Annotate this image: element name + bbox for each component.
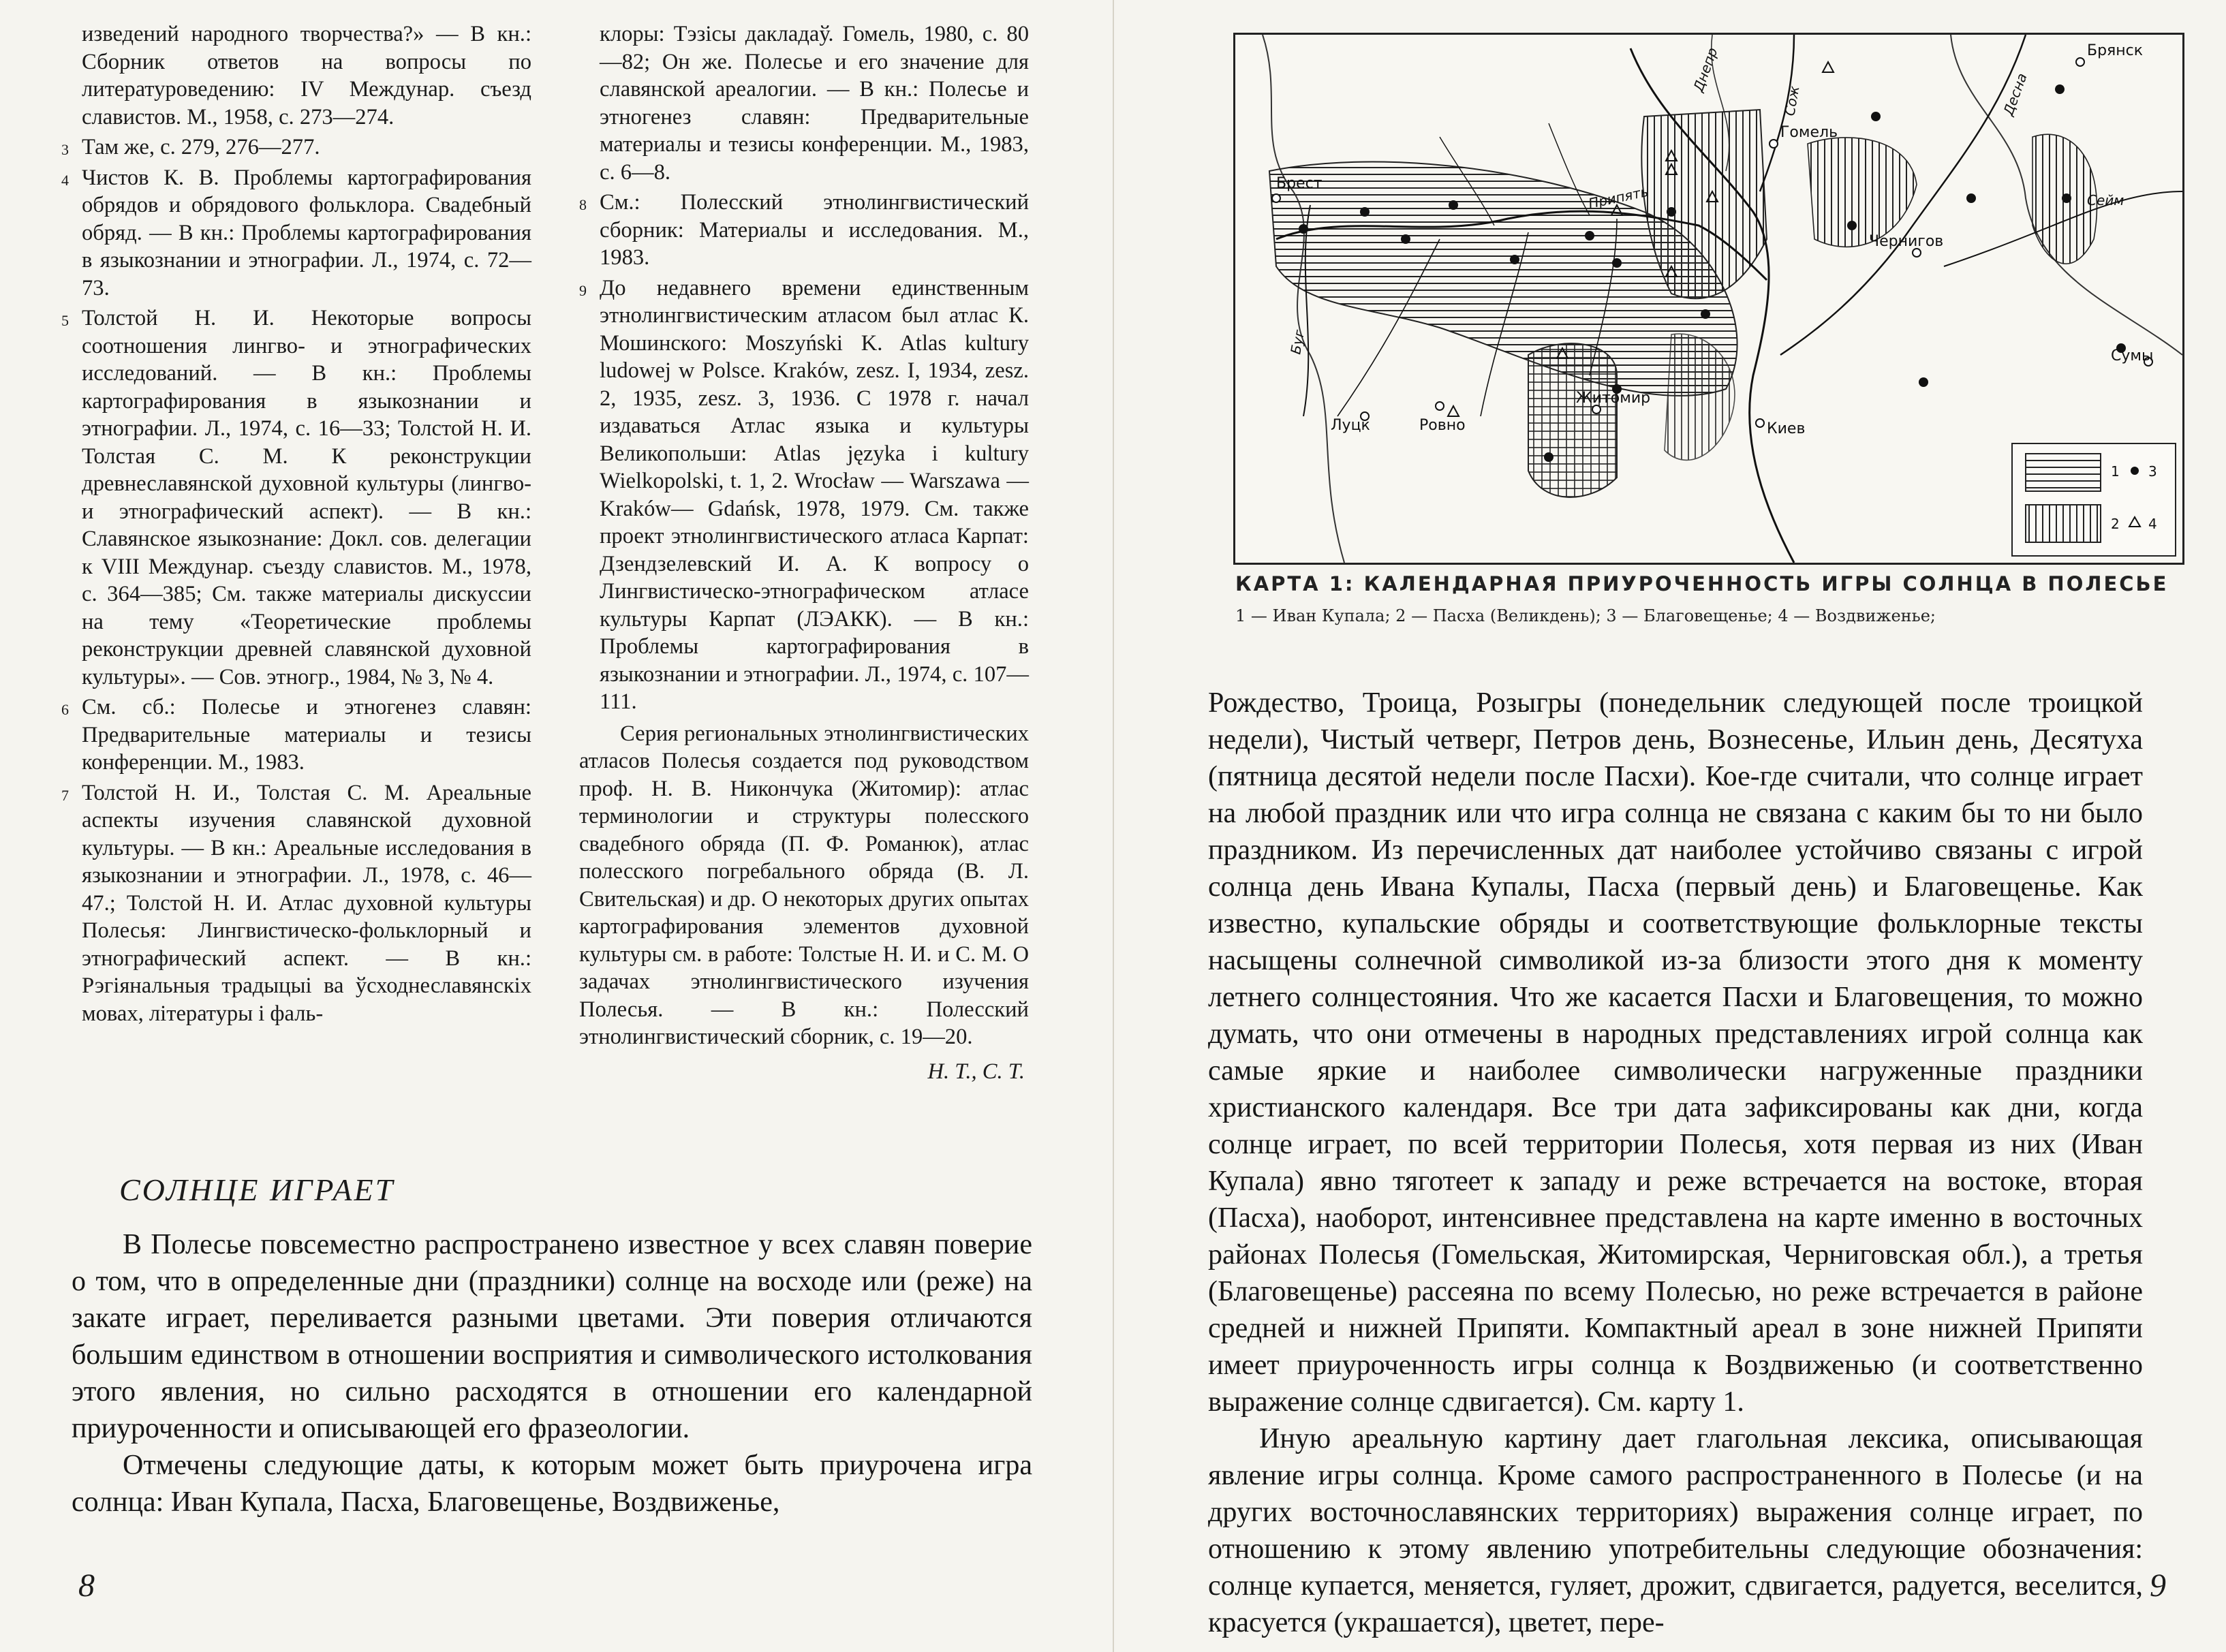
footnote-text: Там же, с. 279, 276—277. bbox=[82, 135, 320, 159]
right-page bbox=[1114, 0, 2226, 1652]
legend-swatch-vertical bbox=[2026, 505, 2101, 542]
footnote-number: 3 bbox=[61, 141, 69, 158]
footnote-text: До недавнего времени единственным этнолингвистическим атласом был атлас К. Мошинского: Moszyński K. Atlas kultury ludowej w Polsce. Kraków, zesz. I, 1934, zesz. 2, 1935, zesz. 3, 1936. С 1978 г. начал издаваться Атлас языка и культуры Великопольши: Atlas języka i kultury Wielkopolski, t. 1, 2. Wrocław — Warszawa — Kraków— Gdańsk, 1978, 1979. См. также проект этнолингвистического атласа Карпат: Дзендзелевский И. А. К вопросу о Лингвистическо-этнографическом атласе культуры Карпат (ЛЭАКК). — В кн.: Проблемы картографирования в языкознании и этнографии. Л., 1974, с. 107—111. bbox=[600, 275, 1029, 714]
footnotes-column-2 bbox=[579, 20, 1029, 1085]
legend-number-2: 2 bbox=[2111, 516, 2120, 532]
footnote-9-continuation: Серия региональных этнолингвистических атласов Полесья создается под руководством проф. Н. В. Никончука (Житомир): атлас терминологии и структуры полесского свадебного обряда (П. Ф. Романюк), атлас полесского погребального обряда (В. Л. Свительская) и др. О некоторых других опытах картографирования элементов духовной культуры см. в работе: Толстые Н. И. и С. М. О задачах этнолингвистического изучения Полесья. — В кн.: Полесский этнолингвистический сборник, с. 19—20. bbox=[579, 721, 1029, 1049]
footnote-text: Толстой Н. И., Толстая С. М. Ареальные аспекты изучения славянской духовной культуры. — В кн.: Ареальные исследования в языкознании и этнографии. Л., 1978, с. 46—47.; Толстой Н. И. Атлас духовной культуры Полесья: Лингвистическо-фольклорный и этнографический аспект. — В кн.: Рэгіянальныя традыцыі ва ўсходнеславянскіх мовах, літературы і фаль- bbox=[82, 780, 531, 1026]
map-legend bbox=[2012, 443, 2176, 556]
map-point-kupala bbox=[2055, 84, 2065, 94]
footnote bbox=[61, 693, 531, 777]
city-marker-gomel bbox=[1769, 140, 1778, 148]
footnote-number: 7 bbox=[61, 786, 69, 804]
river-label-desna: Десна bbox=[2000, 71, 2030, 118]
footnote-text: См.: Полесский этнолингвистический сборник: Материалы и исследования. М., 1983. bbox=[600, 190, 1029, 270]
map-point-kupala bbox=[1847, 221, 1857, 230]
legend-number-4: 4 bbox=[2148, 516, 2157, 532]
map-point-kupala bbox=[1701, 309, 1710, 319]
page-number-left: 8 bbox=[78, 1568, 95, 1604]
footnote-number: 5 bbox=[61, 312, 69, 329]
map-point-kupala bbox=[1871, 112, 1881, 121]
footnote-signature: Н. Т., С. Т. bbox=[927, 1059, 1025, 1084]
footnote-number: 9 bbox=[579, 281, 587, 299]
page-number-right: 9 bbox=[2150, 1568, 2166, 1604]
map-point-kupala bbox=[1612, 258, 1622, 268]
area-pascha-east bbox=[1808, 138, 1917, 247]
city-marker-rovno bbox=[1436, 402, 1444, 410]
section-title: СОЛНЦЕ ИГРАЕТ bbox=[119, 1172, 395, 1207]
right-paragraph-1: Рождество, Троица, Розыгры (понедельник следующей после троицкой недели), Чистый четверг, Петров день, Вознесенье, Ильин день, Десятуха (пятница десятой недели после Пасхи). Кое-где считали, что солнце играет на любой праздник или что игра солнца не связана с каким бы то ни было праздником. Из перечисленных дат наиболее устойчиво связаны с игрой солнца день Ивана Купалы, Пасха (первый день) и Благовещенье. Как известно, купальские обряды и соответствующие фольклорные тексты насыщены солнечной символикой из-за близости этого дня к моменту летнего солнцестояния. Что же касается Пасхи и Благовещения, то можно думать, что они отмечены в народных представлениях игрой солнца как самые яркие и наиболее символически нагруженные праздники христианского календаря. Все три дата зафиксированы как дни, когда солнце играет, по всей территории Полесья, хотя первая из них (Иван Купала) явно тяготеет к западу и реже встречается на востоке, вторая (Пасха), наоборот, интенсивнее представлена на карте именно в восточных районах Полесья (Гомельская, Житомирская, Черниговская обл.), а третья (Благовещенье) рассеяна по всему Полесью, но реже встречается в районе средней и нижней Припяти. Компактный ареал в зоне нижней Припяти имеет приуроченность игры солнца к Воздвиженью (и соответственно выражение солнце сдвигается). См. карту 1. bbox=[1208, 687, 2143, 1418]
footnote bbox=[61, 779, 531, 1028]
footnotes-column-2-items bbox=[579, 20, 1029, 716]
map-triangle bbox=[1823, 62, 1834, 72]
footnote-number: 6 bbox=[61, 701, 69, 718]
river-label-seym: Сейм bbox=[2087, 192, 2124, 208]
city-marker-kiev bbox=[1756, 419, 1764, 427]
city-label-sumy: Сумы bbox=[2111, 347, 2154, 364]
map-point-kupala bbox=[1510, 255, 1519, 264]
city-label-rovno: Ровно bbox=[1419, 417, 1466, 434]
city-label-kiev: Киев bbox=[1767, 420, 1806, 437]
city-label-lutsk: Луцк bbox=[1331, 417, 1370, 434]
map-point-kupala bbox=[1401, 234, 1410, 244]
footnote-text: Толстой Н. И. Некоторые вопросы соотношения лингво- и этнографических исследований. — В кн.: Проблемы картографирования в языкознании и этнографии. Л., 1974, с. 16—33; Толстой Н. И. Толстая С. М. К реконструкции древнеславянской духовной культуры (лингво- и этнографический аспект). — В кн.: Славянское языкознание: Докл. сов. делегации к VIII Междунар. съезду славистов. М., 1978, с. 364—385; См. также материалы дискуссии на тему «Теоретические проблемы реконструкции древней славянской духовной культуры». — Сов. этногр., 1984, № 3, № 4. bbox=[82, 306, 531, 689]
footnote bbox=[579, 20, 1029, 186]
river-label-bug: Буг bbox=[1287, 328, 1308, 356]
map-point-kupala bbox=[1299, 224, 1308, 234]
footnote bbox=[61, 164, 531, 302]
left-body-text bbox=[72, 1226, 1032, 1521]
left-paragraph-1: В Полесье повсеместно распространено известное у всех славян поверие о том, что в определенные дни (праздники) солнце на восходе или (реже) на закате играет, переливается разными цветами. Эти поверия отличаются большим единством в отношении восприятия и символического истолкования этого явления, но сильно расходятся в отношении его календарной приуроченности и описывающей его фразеологии. bbox=[72, 1229, 1032, 1444]
footnote bbox=[579, 189, 1029, 272]
footnote-text: клоры: Тэзісы дакладаў. Гомель, 1980, с. 80—82; Он же. Полесье и его значение для славянской ареалогии. — В кн.: Полесье и этногенез славян: Предварительные материалы и тезисы конференции. М., 1983, с. 6—8. bbox=[600, 22, 1029, 185]
map-point-kupala bbox=[1667, 207, 1676, 217]
map-point-kupala bbox=[1360, 207, 1370, 217]
footnote-text: См. сб.: Полесье и этногенез славян: Предварительные материалы и тезисы конференции. М., 1983. bbox=[82, 695, 531, 775]
right-paragraph-2: Иную ареальную картину дает глагольная лексика, описывающая явление игры солнца. Кроме самого распространенного в Полесье (и на других восточнославянских территориях) выражения солнце играет, по отношению к этому явлению употребительны следующие обозначения: солнце купается, меняется, гуляет, дрожит, сдвигается, радуется, веселится, красуется (украшается), цветет, пере- bbox=[1208, 1423, 2143, 1638]
map-caption-legend: 1 — Иван Купала; 2 — Пасха (Великдень); 3 — Благовещенье; 4 — Воздвиженье; bbox=[1235, 606, 1936, 625]
footnote-text: изведений народного творчества?» — В кн.: Сборник ответов на вопросы по литературоведению: IV Междунар. съезд славистов. М., 1958, с. 273—274. bbox=[82, 22, 531, 129]
river-label-sozh: Сож bbox=[1781, 84, 1803, 117]
polesie-map bbox=[1235, 35, 2182, 563]
footnote bbox=[61, 134, 531, 161]
city-marker-bryansk bbox=[2076, 58, 2084, 66]
area-zhitomir bbox=[1528, 343, 1617, 497]
footnote bbox=[61, 305, 531, 691]
map-triangle bbox=[1448, 406, 1459, 416]
footnotes-column-1 bbox=[61, 20, 531, 1030]
city-marker-brest bbox=[1272, 194, 1280, 202]
legend-number-3: 3 bbox=[2148, 463, 2157, 480]
map-point-kupala bbox=[2062, 193, 2071, 203]
legend-swatch-horizontal bbox=[2026, 454, 2101, 491]
city-label-bryansk: Брянск bbox=[2087, 42, 2144, 59]
city-label-chernigov: Чернигов bbox=[1869, 233, 1944, 250]
footnote-number: 8 bbox=[579, 196, 587, 213]
right-body-text bbox=[1208, 685, 2143, 1641]
map-point-kupala bbox=[1544, 452, 1553, 462]
map-point-kupala bbox=[1449, 200, 1458, 210]
city-label-brest: Брест bbox=[1276, 175, 1323, 192]
legend-number-1: 1 bbox=[2111, 463, 2120, 480]
map-figure bbox=[1233, 33, 2184, 565]
legend-dot bbox=[2131, 467, 2139, 475]
footnote bbox=[579, 275, 1029, 716]
footnote bbox=[61, 20, 531, 131]
map-point-kupala bbox=[1966, 193, 1976, 203]
river-label-dnieper: Днепр bbox=[1690, 45, 1721, 94]
map-point-kupala bbox=[1919, 377, 1928, 387]
footnote-text: Чистов К. В. Проблемы картографирования обрядов и обрядового фольклора. Свадебный обряд. — В кн.: Проблемы картографирования в языкознании и этнографии. Л., 1974, с. 72—73. bbox=[82, 165, 531, 300]
footnote-number: 4 bbox=[61, 171, 69, 189]
left-paragraph-2: Отмечены следующие даты, к которым может быть приурочена игра солнца: Иван Купала, Пасха, Благовещенье, Воздвиженье, bbox=[72, 1450, 1032, 1518]
map-caption-title: КАРТА 1: КАЛЕНДАРНАЯ ПРИУРОЧЕННОСТЬ ИГРЫ СОЛНЦА В ПОЛЕСЬЕ bbox=[1235, 572, 2169, 595]
map-point-kupala bbox=[1585, 231, 1594, 240]
city-label-zhitomir: Житомир bbox=[1576, 390, 1651, 407]
river-label-pripyat: Припять bbox=[1587, 183, 1650, 212]
city-label-gomel: Гомель bbox=[1780, 124, 1838, 141]
